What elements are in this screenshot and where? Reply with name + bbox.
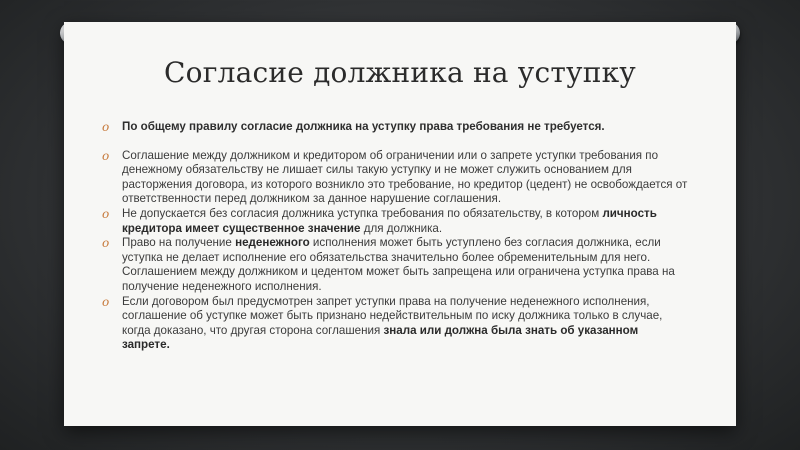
bullet-text-post: исполнения может быть уступлено без согласия должника, если уступка не делает исполнение его обязательства значительно более обременительным для него. Соглашением между должником и цедентом может быть запрещена или ограничена уступка права на получение неденежного исполнения. xyxy=(122,236,675,293)
bullet-marker-icon: o xyxy=(102,294,110,309)
bullet-text-pre: Не допускается без согласия должника уступка требования по обязательству, в котором xyxy=(122,206,603,220)
bullet-marker-icon: o xyxy=(102,148,110,163)
bullet-marker-icon: o xyxy=(102,236,110,251)
bullet-text-bold: неденежного xyxy=(235,236,310,250)
bullet-item-4 xyxy=(102,236,688,294)
bullet-marker-icon: o xyxy=(102,120,110,134)
bullet-item-1 xyxy=(102,120,688,135)
bullet-text-bold: знала или должна была знать об указанном запрете. xyxy=(122,323,639,352)
slide-title: Согласие должника на уступку xyxy=(164,56,636,89)
bullet-item-2 xyxy=(102,149,688,207)
slide-card xyxy=(64,22,736,426)
bullet-text-post: для должника. xyxy=(360,221,443,235)
bullet-text-pre: Если договором был предусмотрен запрет уступки права на получение неденежного исполнения, соглашение об уступке может быть признано недействительным по иску должника только в случае, когда доказано, что другая сторона соглашения xyxy=(122,294,663,337)
bullet-text-pre: Право на получение xyxy=(122,236,236,250)
bullet-item-3 xyxy=(102,207,688,236)
bullet-text: Соглашение между должником и кредитором об ограничении или о запрете уступки требования по денежному обязательству не лишает силы такую уступку и не может служить основанием для расторжения договора, из которого возникло это требование, но кредитор (цедент) не освобождается от ответственности перед должником за данное нарушение соглашения. xyxy=(122,148,688,206)
bullet-marker-icon: o xyxy=(102,206,110,221)
bullet-text-bold: личность кредитора имеет существенное значение xyxy=(122,206,657,235)
bullet-text: По общему правилу согласие должника на уступку права требования не требуется. xyxy=(122,120,605,133)
bullet-list xyxy=(102,120,688,353)
bullet-item-5 xyxy=(102,295,688,353)
